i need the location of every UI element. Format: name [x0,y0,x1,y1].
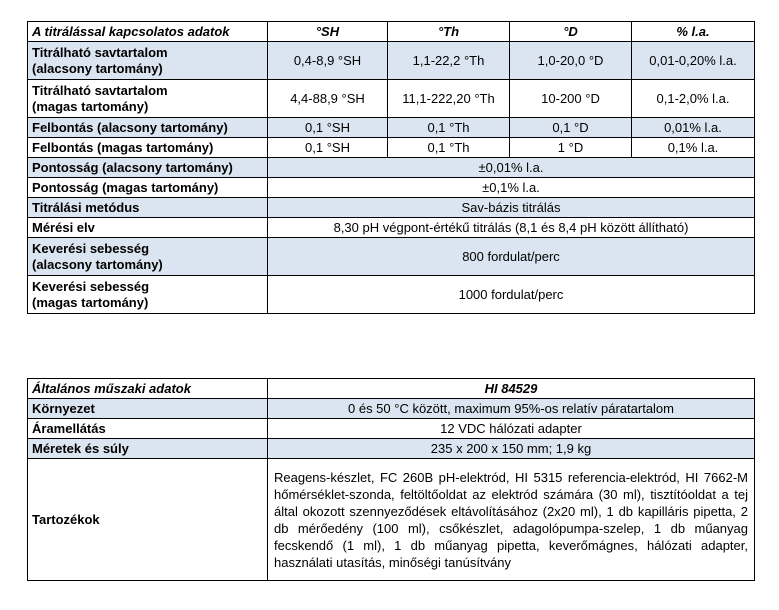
table-row [28,276,755,314]
header-sh: °SH [268,22,388,42]
value-cell: 0,1-2,0% l.a. [632,80,755,118]
value-cell: 4,4-88,9 °SH [268,80,388,118]
table-row [28,80,755,118]
value-cell-merged: 8,30 pH végpont-értékű titrálás (8,1 és 8,4 pH között állítható) [268,218,755,238]
value-cell: 235 x 200 x 150 mm; 1,9 kg [268,439,755,459]
table-row [28,118,755,138]
table-row [28,218,755,238]
row-label: Keverési sebesség (alacsony tartomány) [28,238,268,276]
table-row [28,399,755,419]
value-cell: 0,1 °SH [268,118,388,138]
row-label: Pontosság (alacsony tartomány) [28,158,268,178]
accessories-list: Reagens-készlet, FC 260B pH-elektród, HI 5315 referencia-elektród, HI 7662-M hőmérséklet-szonda, feltöltőoldat az elektród számára (30 ml), tisztítóoldat a tej által okozott szennyeződések eltávolításához (2x20 ml), 1 db kapilláris pipetta, 2 db mérőedény (100 ml), csőkészlet, adagolópumpa-szelep, 1 db műanyag fecskendő (1 ml), 1 db műanyag pipetta, keverőmágnes, hálózati adapter, használati utasítás, minőségi tanúsítvány [268,459,755,581]
titration-data-table [27,21,755,314]
row-label: Keverési sebesség (magas tartomány) [28,276,268,314]
value-cell-merged: ±0,1% l.a. [268,178,755,198]
value-cell: 10-200 °D [510,80,632,118]
value-cell: 0,1 °Th [388,138,510,158]
row-label: Környezet [28,399,268,419]
general-header-row [28,379,755,399]
titration-header-row [28,22,755,42]
table-row [28,42,755,80]
value-cell: 0 és 50 °C között, maximum 95%-os relatív páratartalom [268,399,755,419]
value-cell: 0,1 °SH [268,138,388,158]
row-label: Méretek és súly [28,439,268,459]
table-row [28,439,755,459]
value-cell: 1,1-22,2 °Th [388,42,510,80]
header-th: °Th [388,22,510,42]
value-cell-merged: 1000 fordulat/perc [268,276,755,314]
row-label: Mérési elv [28,218,268,238]
table-row [28,419,755,439]
value-cell: 1,0-20,0 °D [510,42,632,80]
row-label: Felbontás (magas tartomány) [28,138,268,158]
header-la: % l.a. [632,22,755,42]
row-label: Áramellátás [28,419,268,439]
row-label: Felbontás (alacsony tartomány) [28,118,268,138]
table-row [28,198,755,218]
row-label: Pontosság (magas tartomány) [28,178,268,198]
titration-section-title: A titrálással kapcsolatos adatok [28,22,268,42]
table-row [28,238,755,276]
value-cell-merged: ±0,01% l.a. [268,158,755,178]
row-label: Titrálható savtartalom (magas tartomány) [28,80,268,118]
value-cell: 0,1 °Th [388,118,510,138]
value-cell-merged: Sav-bázis titrálás [268,198,755,218]
value-cell: 0,1 °D [510,118,632,138]
value-cell: 0,01% l.a. [632,118,755,138]
general-section-title: Általános műszaki adatok [28,379,268,399]
row-label: Tartozékok [28,459,268,581]
header-d: °D [510,22,632,42]
table-row [28,158,755,178]
value-cell: 1 °D [510,138,632,158]
value-cell: 12 VDC hálózati adapter [268,419,755,439]
row-label: Titrálható savtartalom (alacsony tartomány) [28,42,268,80]
value-cell-merged: 800 fordulat/perc [268,238,755,276]
value-cell: 0,01-0,20% l.a. [632,42,755,80]
value-cell: 0,4-8,9 °SH [268,42,388,80]
general-specs-table [27,378,755,581]
row-label: Titrálási metódus [28,198,268,218]
value-cell: 0,1% l.a. [632,138,755,158]
value-cell: 11,1-222,20 °Th [388,80,510,118]
table-row [28,178,755,198]
table-row [28,459,755,581]
model-number: HI 84529 [268,379,755,399]
table-row [28,138,755,158]
